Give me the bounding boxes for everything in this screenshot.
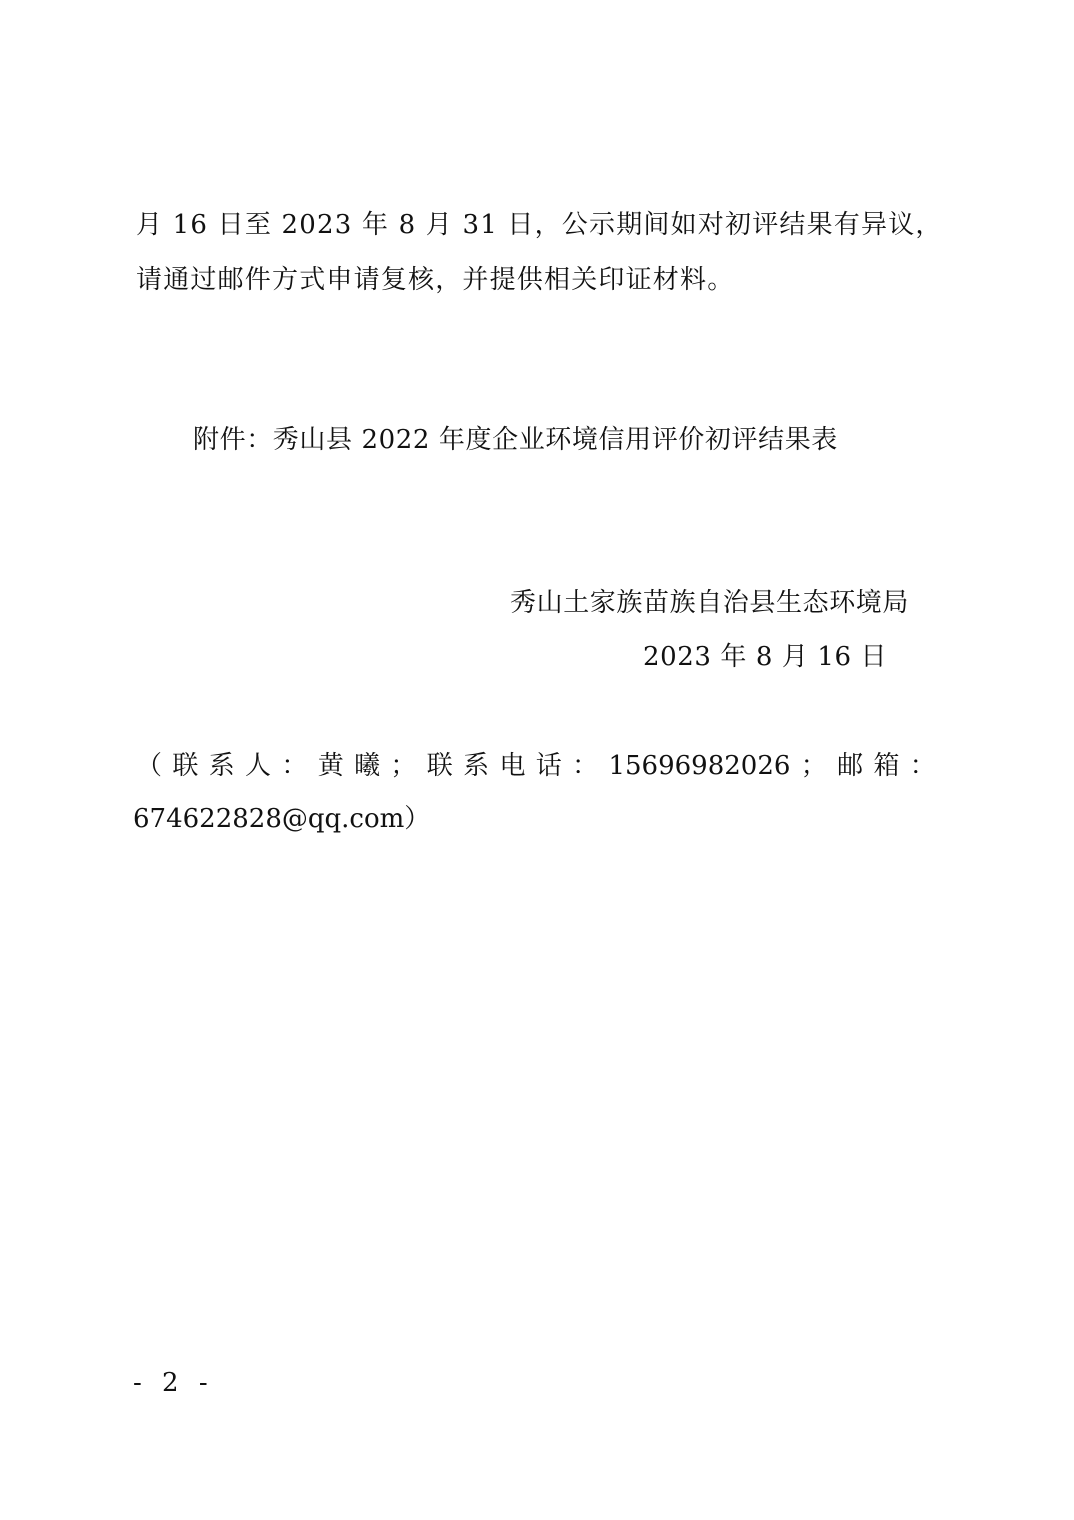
contact-token: 联 xyxy=(172,751,199,781)
contact-token: 话 xyxy=(535,751,562,781)
contact-phone: 15696982026 xyxy=(608,751,791,781)
contact-token: ： xyxy=(572,751,599,781)
contact-token: 曦 xyxy=(354,751,381,781)
contact-token: 电 xyxy=(499,751,526,781)
contact-token: 箱 xyxy=(873,751,900,781)
contact-token: 联 xyxy=(426,751,453,781)
page-number: - 2 - xyxy=(133,1368,214,1398)
contact-token: ； xyxy=(800,751,827,781)
issuer-name: 秀山土家族苗族自治县生态环境局 xyxy=(510,588,910,618)
contact-token: （ xyxy=(136,751,163,781)
body-paragraph-line-1: 月 16 日至 2023 年 8 月 31 日，公示期间如对初评结果有异议， xyxy=(136,210,943,240)
contact-token: ： xyxy=(909,751,936,781)
contact-email-line: 674622828@qq.com） xyxy=(133,804,431,834)
contact-token: 黄 xyxy=(317,751,344,781)
contact-token: 人 xyxy=(245,751,272,781)
contact-token: 邮 xyxy=(837,751,864,781)
contact-token: ： xyxy=(281,751,308,781)
attachment-note: 附件：秀山县 2022 年度企业环境信用评价初评结果表 xyxy=(193,425,838,455)
issue-date: 2023 年 8 月 16 日 xyxy=(643,642,888,672)
contact-token: ； xyxy=(390,751,417,781)
body-paragraph-line-2: 请通过邮件方式申请复核，并提供相关印证材料。 xyxy=(136,265,735,295)
contact-token: 系 xyxy=(463,751,490,781)
contact-token: 系 xyxy=(208,751,235,781)
contact-info-line-1 xyxy=(136,749,936,783)
